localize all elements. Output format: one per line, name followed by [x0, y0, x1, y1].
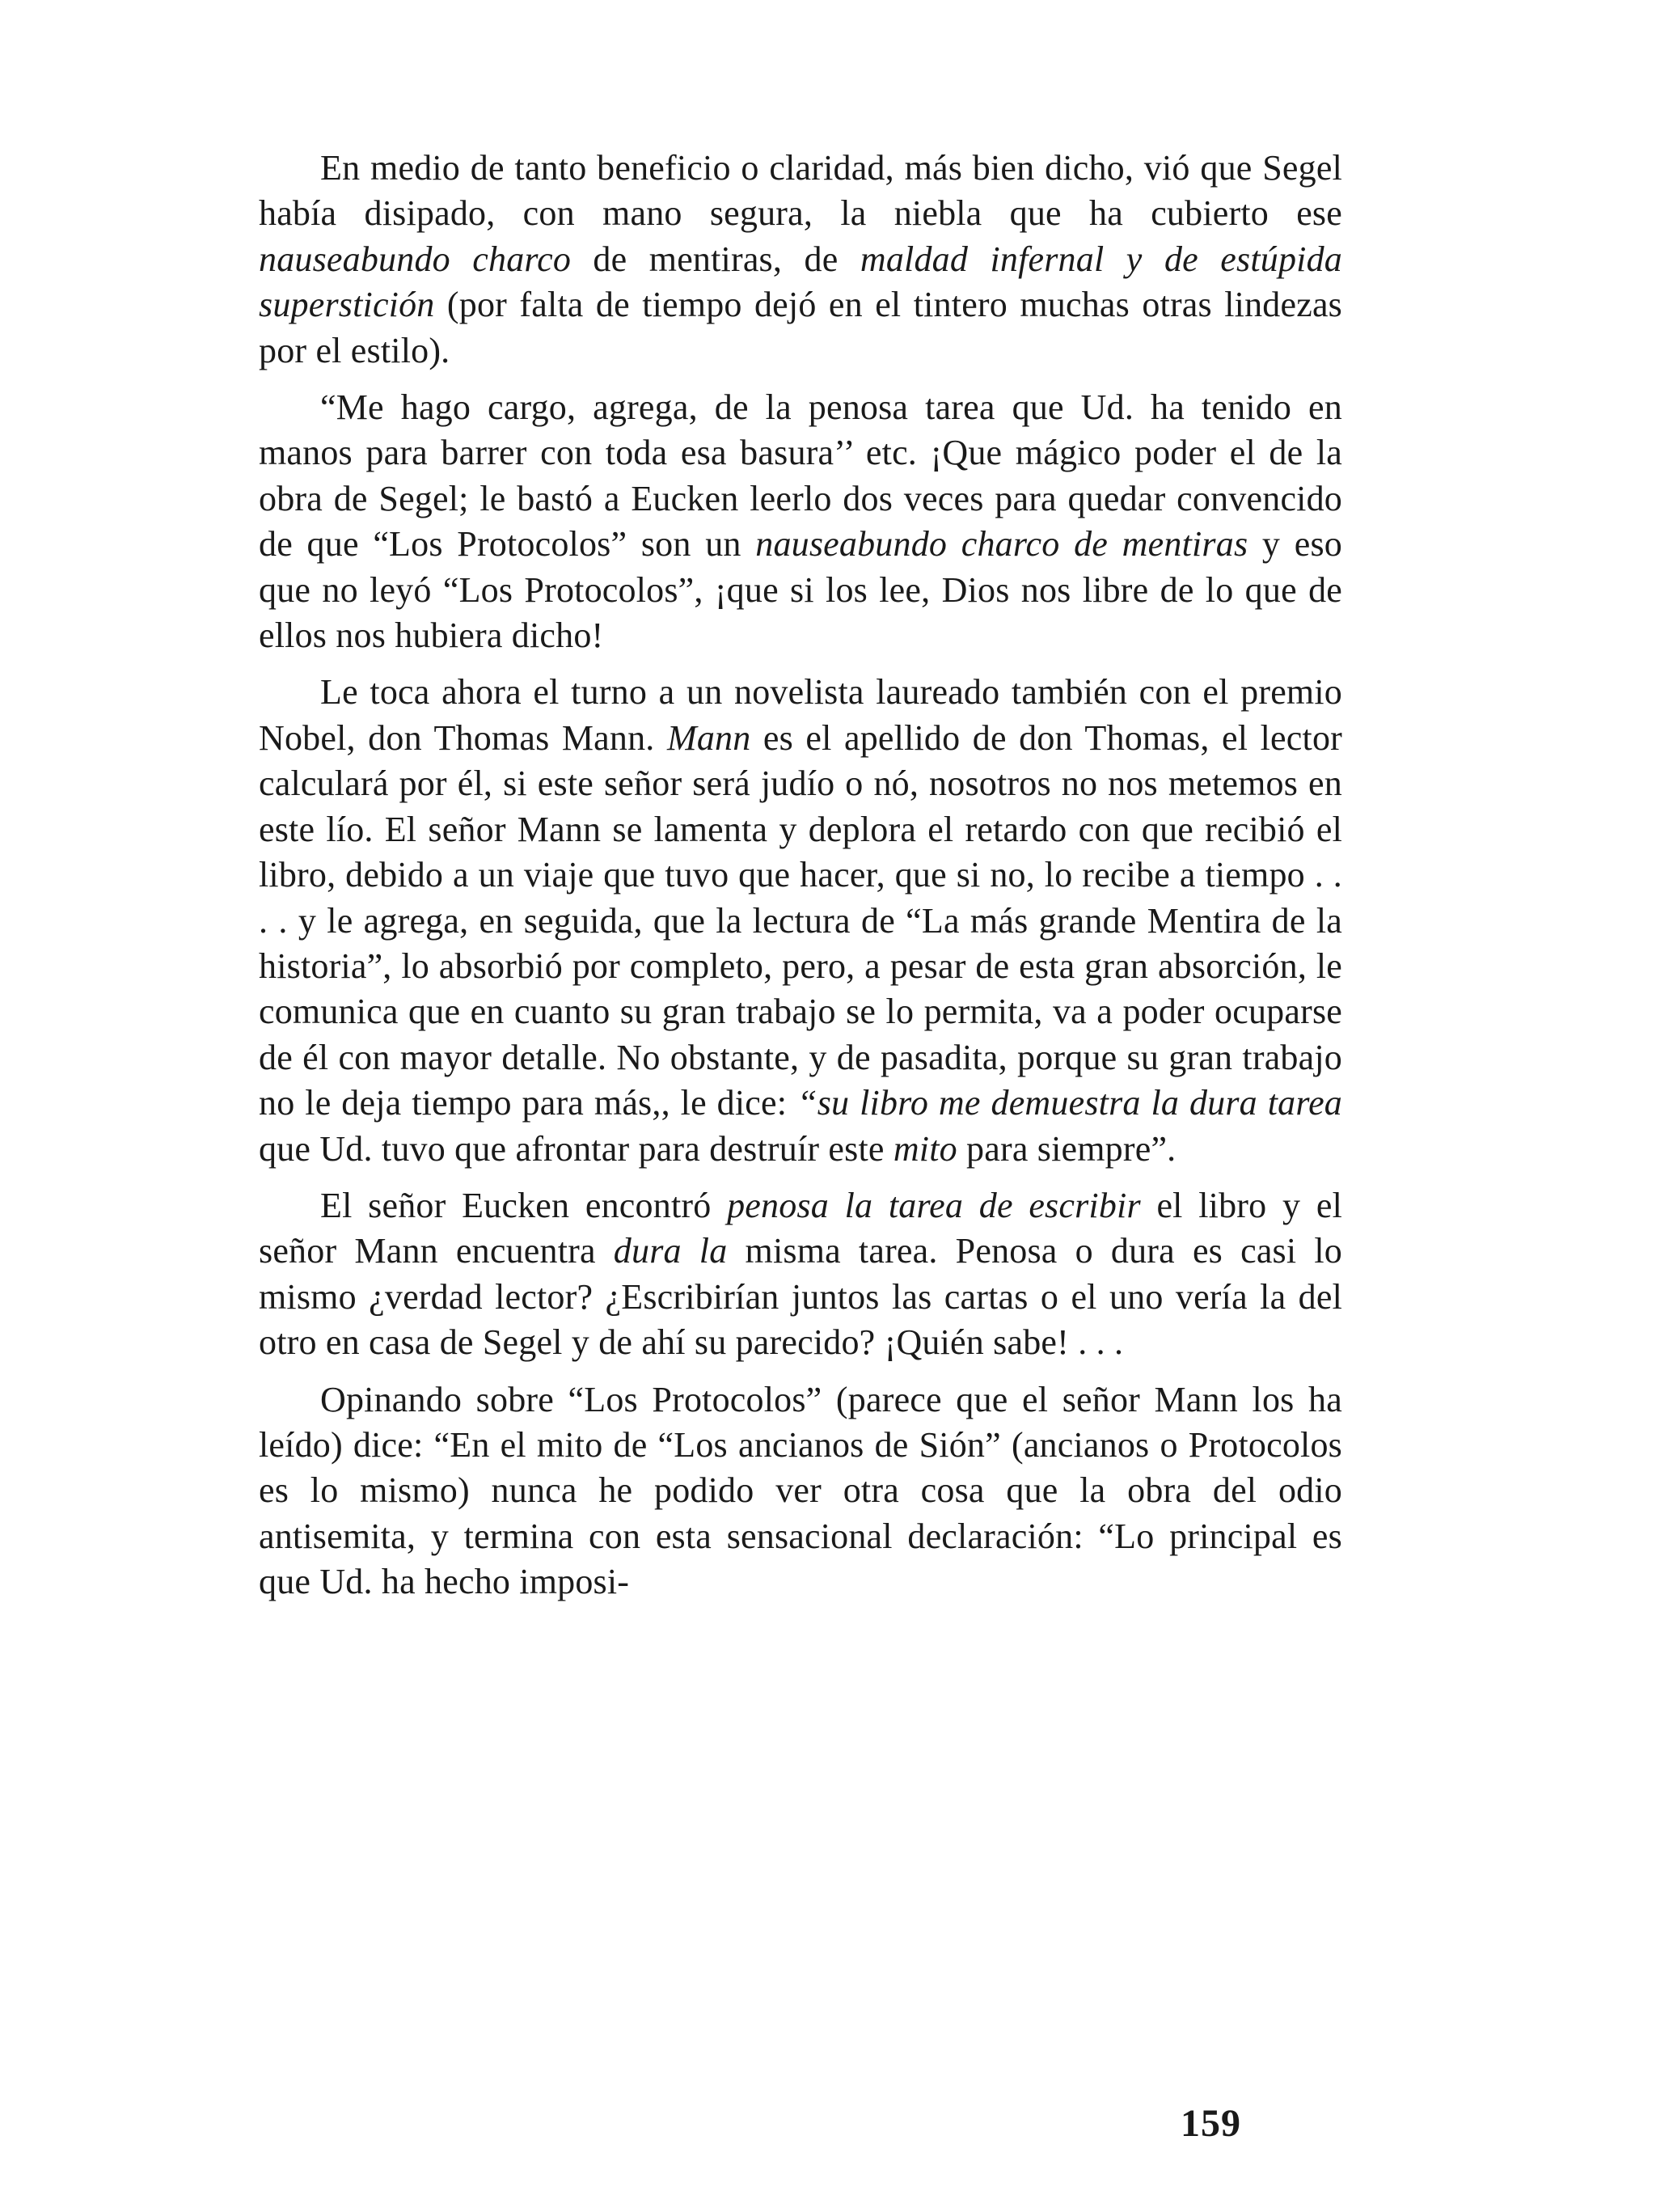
text-run: de mentiras, de	[571, 239, 860, 279]
italic-text: nauseabundo charco de mentiras	[755, 524, 1248, 565]
italic-text: Mann	[666, 717, 751, 758]
text-run: Opinando sobre “Los Protocolos” (parece que el señor Mann los ha leído) dice: “En el mito de “Los ancianos de Sión” (ancianos o Protocolos es lo mismo) nunca he podido ver otra cosa que la obra del odio antisemita, y termina con esta sensacional declaración: “Lo principal es que Ud. ha hecho imposi-	[259, 1379, 1342, 1602]
page-body	[259, 146, 1342, 1617]
paragraph	[259, 1377, 1342, 1605]
text-run: “Me hago cargo, agrega, de la penosa tarea que Ud. ha tenido en manos para barrer con toda esa basura’’ etc. ¡Que mágico poder el de la obra de Segel; le bastó a Eucken leerlo dos veces para quedar convencido de que “Los Protocolos” son un	[259, 387, 1342, 565]
italic-text: nauseabundo charco	[259, 239, 572, 279]
text-run: misma tarea. Penosa o dura es casi lo mismo ¿verdad lector? ¿Escribirían juntos las cartas o el uno vería la del otro en casa de Segel y de ahí su parecido? ¡Quién sabe! . . .	[259, 1231, 1342, 1363]
paragraph	[259, 1183, 1342, 1366]
text-run: En medio de tanto beneficio o claridad, más bien dicho, vió que Segel había disipado, con mano segura, la niebla que ha cubierto ese	[259, 148, 1342, 234]
text-run: es el apellido de don Thomas, el lector calculará por él, si este señor será judío o nó, nosotros no nos metemos en este lío. El señor Mann se lamenta y deplora el retardo con que recibió el libro, debido a un viaje que tuvo que hacer, que si no, lo recibe a tiempo . . . . y le agrega, en seguida, que la lectura de “La más grande Mentira de la historia”, lo absorbió por completo, pero, a pesar de esta gran absorción, le comunica que en cuanto su gran trabajo se lo permita, va a poder ocuparse de él con mayor detalle. No obstante, y de pasadita, porque su gran trabajo no le deja tiempo para más,, le dice:	[259, 717, 1342, 1123]
text-run: para siempre”.	[957, 1128, 1177, 1169]
paragraph	[259, 385, 1342, 658]
italic-text: “su libro me demuestra la dura tarea	[797, 1083, 1342, 1123]
text-run: El señor Eucken encontró	[320, 1185, 728, 1225]
paragraph	[259, 146, 1342, 374]
text-run: el libro y el señor Mann encuentra	[259, 1185, 1342, 1271]
text-run: Le toca ahora el turno a un novelista laureado también con el premio Nobel, don Thomas Mann.	[259, 672, 1342, 758]
page-number: 159	[1181, 2102, 1241, 2145]
italic-text: mito	[893, 1128, 957, 1169]
text-run: que Ud. tuvo que afrontar para destruír este	[259, 1128, 893, 1169]
italic-text: dura la	[613, 1231, 728, 1271]
text-run: y eso que no leyó “Los Protocolos”, ¡que si los lee, Dios nos libre de lo que de ellos nos hubiera dicho!	[259, 524, 1342, 656]
paragraph	[259, 670, 1342, 1171]
italic-text: maldad infernal y de estúpida superstición	[259, 239, 1342, 325]
text-run: (por falta de tiempo dejó en el tintero muchas otras lindezas por el estilo).	[259, 285, 1342, 370]
italic-text: penosa la tarea de escribir	[727, 1185, 1141, 1225]
